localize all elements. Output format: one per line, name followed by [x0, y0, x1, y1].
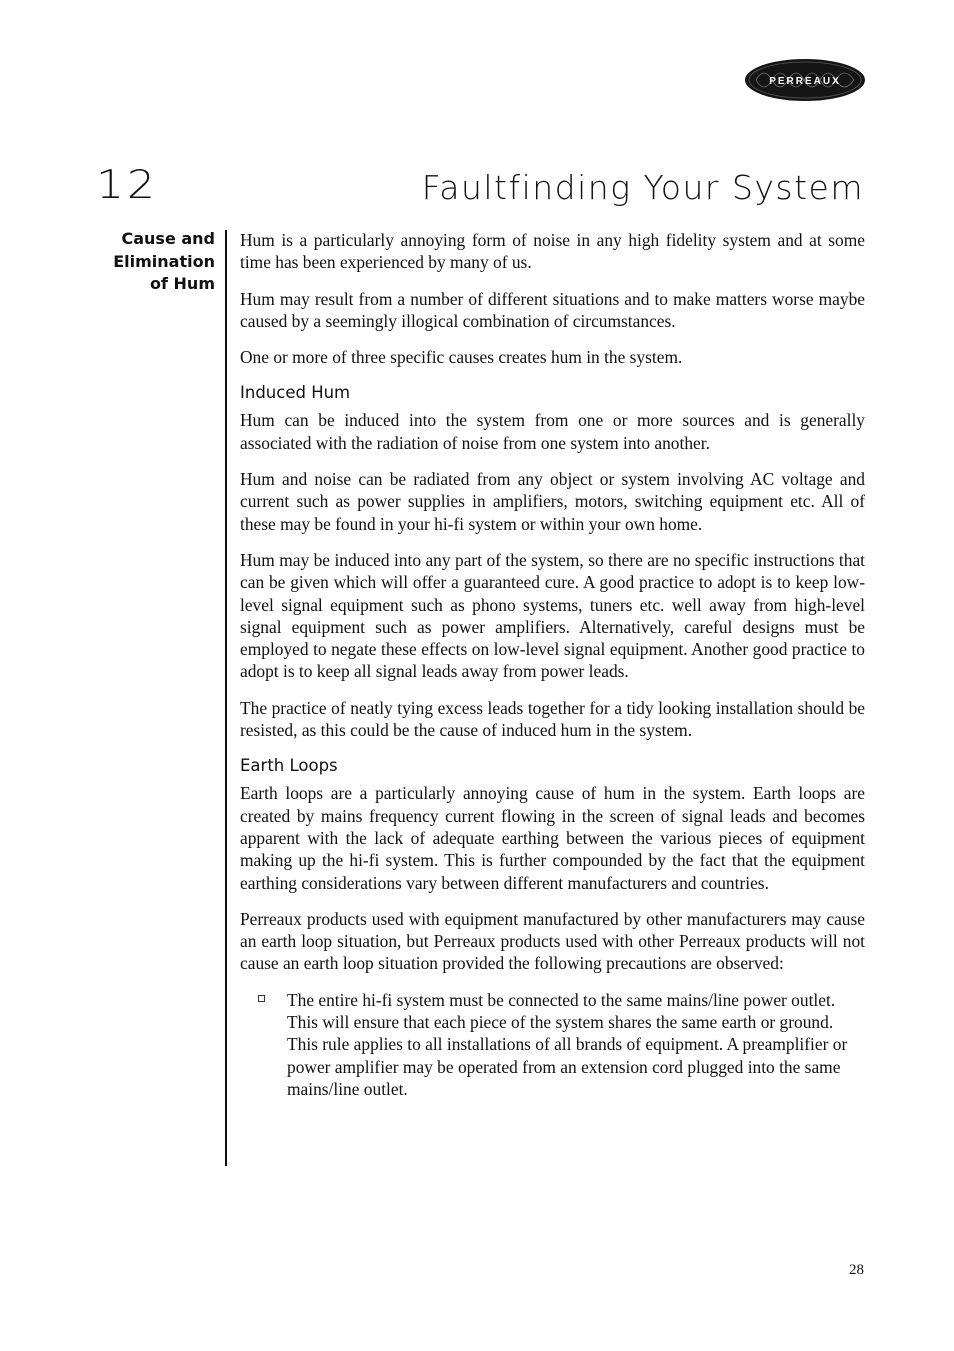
paragraph: Hum and noise can be radiated from any object or system involving AC voltage and current such as power supplies in amplifiers, motors, switching equipment etc. All of these may be found in your hi-fi system or within your own home.	[240, 469, 865, 534]
perreaux-logo	[744, 58, 866, 102]
side-heading-line: Elimination	[113, 251, 215, 271]
chapter-number: 12	[96, 162, 158, 208]
side-heading-line: Cause and	[121, 229, 215, 248]
page-number: 28	[849, 1262, 864, 1278]
square-bullet-icon	[258, 995, 265, 1002]
paragraph: Hum is a particularly annoying form of noise in any high fidelity system and at some time has been experienced by many of us.	[240, 230, 865, 273]
section-divider	[225, 230, 227, 1166]
paragraph: The practice of neatly tying excess leads together for a tidy looking installation should be resisted, as this could be the cause of induced hum in the system.	[240, 697, 865, 741]
induced-hum-heading: Induced Hum	[240, 383, 351, 403]
side-heading	[80, 228, 215, 296]
svg-text:PERREAUX: PERREAUX	[769, 76, 841, 87]
paragraph: Hum may be induced into any part of the system, so there are no specific instructions that can be given which will offer a guaranteed cure. A good practice to adopt is to keep low-level signal equipment such as phono systems, tuners etc. well away from high-level signal equipment such as power amplifiers. Alternatively, careful designs must be employed to negate these effects on low-level signal equipment. Another good practice to adopt is to keep all signal leads away from power leads.	[240, 549, 865, 682]
paragraph: One or more of three specific causes creates hum in the system.	[240, 347, 683, 368]
bullet-text: The entire hi-fi system must be connected to the same mains/line power outlet. This will ensure that each piece of the system shares the same earth or ground. This rule applies to all installations of all brands of equipment. A preamplifier or power amplifier may be operated from an extension cord plugged into the same mains/line outlet.	[287, 989, 848, 1099]
paragraph: Earth loops are a particularly annoying cause of hum in the system. Earth loops are created by mains frequency current flowing in the screen of signal leads and becomes apparent with the lack of adequate earthing between the various pieces of equipment making up the hi-fi system. This is further compounded by the fact that the equipment earthing considerations vary between different manufacturers and countries.	[240, 783, 865, 893]
paragraph: Hum can be induced into the system from one or more sources and is generally associated with the radiation of noise from one system into another.	[240, 410, 865, 453]
paragraph: Perreaux products used with equipment manufactured by other manufacturers may cause an earth loop situation, but Perreaux products used with other Perreaux products will not cause an earth loop situation provided the following precautions are observed:	[240, 908, 865, 974]
chapter-title: Faultfinding Your System	[421, 168, 864, 207]
earth-loops-heading: Earth Loops	[240, 756, 338, 776]
side-heading-line: of Hum	[150, 274, 215, 293]
body-column	[240, 229, 865, 1100]
paragraph: Hum may result from a number of different situations and to make matters worse maybe caused by a seemingly illogical combination of circumstances.	[240, 288, 865, 331]
bullet-item	[287, 989, 865, 1100]
